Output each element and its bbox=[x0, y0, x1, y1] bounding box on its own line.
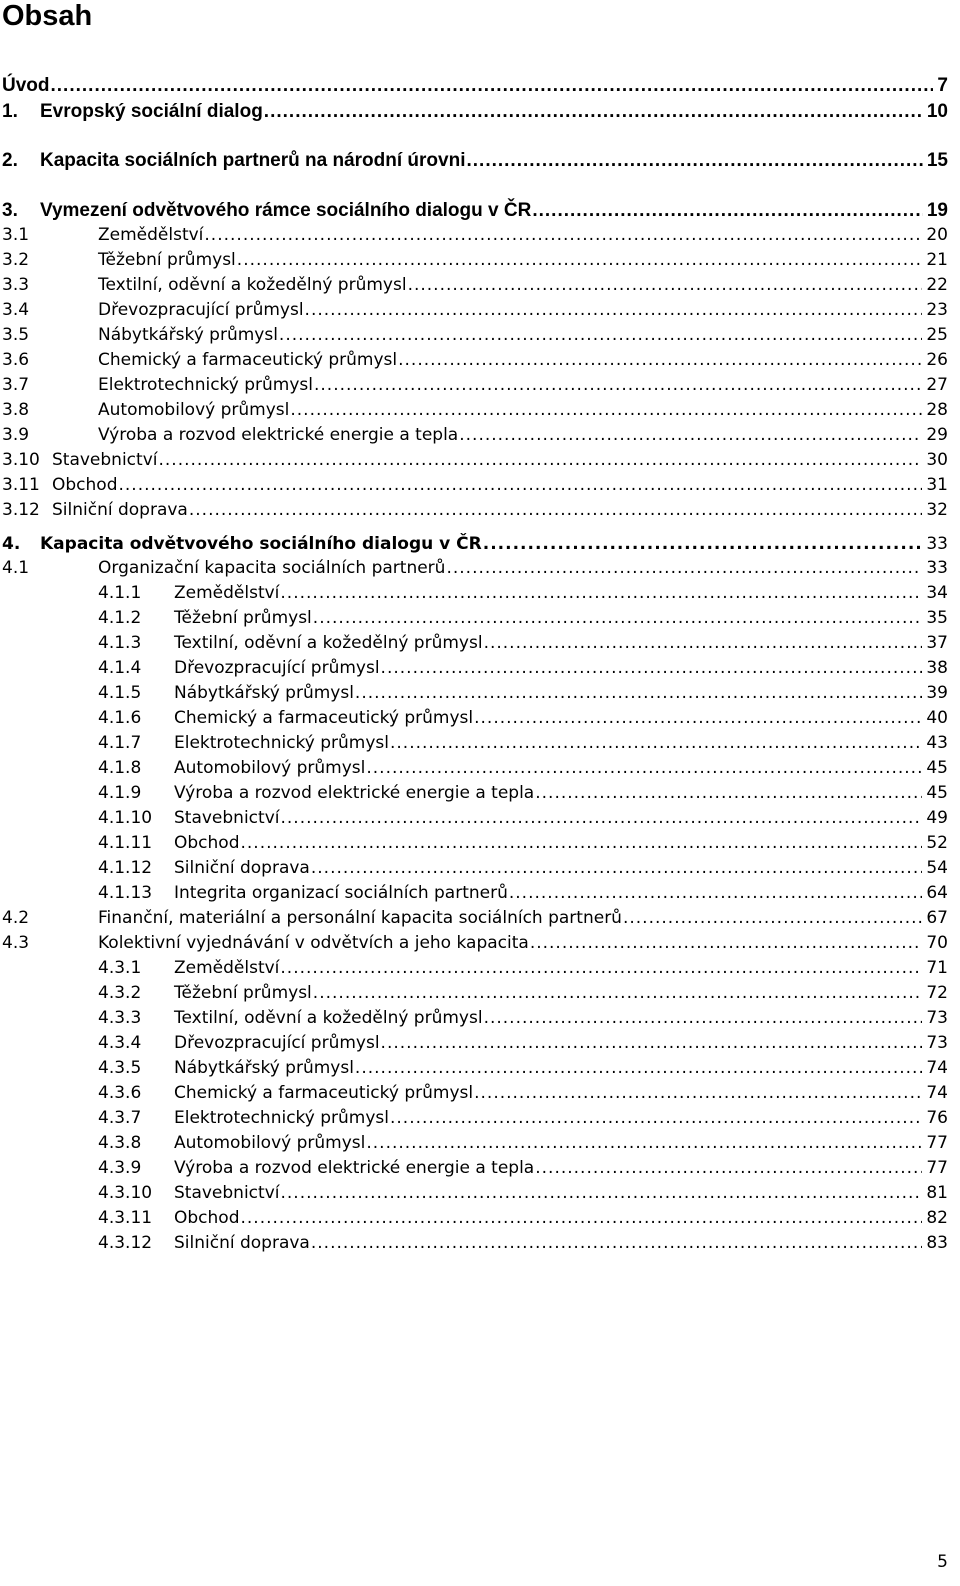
toc-entry-number: 3.5 bbox=[2, 325, 30, 345]
toc-entry-title: Výroba a rozvod elektrické energie a tepla bbox=[98, 425, 459, 445]
toc-entry[interactable] bbox=[2, 295, 948, 320]
toc-leader-dots bbox=[366, 1133, 922, 1153]
toc-entry[interactable] bbox=[2, 146, 948, 171]
toc-entry[interactable] bbox=[98, 703, 948, 728]
toc-entry-title: Zemědělství bbox=[174, 583, 280, 603]
toc-entry-page: 49 bbox=[926, 808, 948, 828]
toc-entry-title: Evropský sociální dialog bbox=[40, 101, 263, 122]
toc-leader-dots bbox=[241, 1208, 923, 1228]
toc-entry[interactable] bbox=[98, 1128, 948, 1153]
toc-entry-title: Silniční doprava bbox=[174, 858, 310, 878]
toc-entry[interactable] bbox=[98, 678, 948, 703]
toc-entry-title: Kapacita sociálních partnerů na národní úrovni bbox=[40, 150, 466, 171]
toc-entry-title: Nábytkářský průmysl bbox=[174, 1058, 354, 1078]
toc-entry-page: 73 bbox=[926, 1008, 948, 1028]
toc-entry[interactable] bbox=[98, 603, 948, 628]
toc-entry-title: Elektrotechnický průmysl bbox=[174, 733, 389, 753]
toc-entry-page: 72 bbox=[926, 983, 948, 1003]
toc-entry[interactable] bbox=[98, 1078, 948, 1103]
toc-entry-title: Těžební průmysl bbox=[98, 250, 236, 270]
toc-entry-page: 20 bbox=[926, 225, 948, 245]
toc-entry-page: 38 bbox=[926, 658, 948, 678]
toc-entry-page: 77 bbox=[926, 1133, 948, 1153]
toc-entry[interactable] bbox=[2, 395, 948, 420]
toc-entry-page: 22 bbox=[926, 275, 948, 295]
toc-entry-title: Chemický a farmaceutický průmysl bbox=[174, 1083, 474, 1103]
toc-leader-dots bbox=[314, 375, 922, 395]
toc-entry-title: Výroba a rozvod elektrické energie a tepla bbox=[174, 783, 535, 803]
toc-entry[interactable] bbox=[98, 828, 948, 853]
toc-leader-dots bbox=[280, 808, 922, 828]
toc-leader-dots bbox=[313, 608, 923, 628]
toc-entry-page: 43 bbox=[926, 733, 948, 753]
toc-entry-page: 33 bbox=[926, 534, 948, 554]
toc-entry-number: 3.4 bbox=[2, 300, 30, 320]
toc-entry[interactable] bbox=[2, 345, 948, 370]
toc-leader-dots bbox=[390, 1108, 922, 1128]
toc-leader-dots bbox=[158, 450, 922, 470]
toc-leader-dots bbox=[189, 500, 923, 520]
toc-entry[interactable] bbox=[98, 578, 948, 603]
toc-entry[interactable] bbox=[2, 903, 948, 928]
toc-entry[interactable] bbox=[2, 71, 948, 96]
toc-leader-dots bbox=[535, 783, 922, 803]
toc-leader-dots bbox=[474, 1083, 922, 1103]
toc-entry-title: Nábytkářský průmysl bbox=[98, 325, 278, 345]
toc-entry-number: 4.3.12 bbox=[98, 1233, 153, 1253]
page-title: Obsah bbox=[2, 0, 93, 32]
toc-entry[interactable] bbox=[2, 529, 948, 554]
toc-entry-number: 3.11 bbox=[2, 475, 40, 495]
toc-entry-page: 64 bbox=[926, 883, 948, 903]
toc-entry[interactable] bbox=[98, 878, 948, 903]
toc-entry-title: Obchod bbox=[174, 1208, 240, 1228]
toc-entry-page: 34 bbox=[926, 583, 948, 603]
toc-entry-number: 3.8 bbox=[2, 400, 30, 420]
toc-entry-page: 30 bbox=[926, 450, 948, 470]
toc-entry-number: 4.1.2 bbox=[98, 608, 142, 628]
toc-leader-dots bbox=[532, 201, 923, 221]
toc-entry-number: 4.3.11 bbox=[98, 1208, 153, 1228]
toc-entry[interactable] bbox=[98, 1203, 948, 1228]
toc-entry-title: Finanční, materiální a personální kapacita sociálních partnerů bbox=[98, 908, 622, 928]
toc-entry-number: 4.1.4 bbox=[98, 658, 142, 678]
toc-entry-page: 32 bbox=[926, 500, 948, 520]
toc-entry-title: Dřevozpracující průmysl bbox=[174, 658, 380, 678]
toc-entry-page: 28 bbox=[926, 400, 948, 420]
toc-entry[interactable] bbox=[98, 1053, 948, 1078]
page-number: 5 bbox=[937, 1552, 948, 1572]
toc-entry-number: 4. bbox=[2, 534, 21, 554]
toc-entry-title: Stavebnictví bbox=[174, 1183, 280, 1203]
toc-entry-title: Textilní, oděvní a kožedělný průmysl bbox=[174, 633, 483, 653]
toc-entry-page: 10 bbox=[926, 101, 948, 122]
toc-entry-title: Elektrotechnický průmysl bbox=[98, 375, 313, 395]
toc-entry-number: 3.6 bbox=[2, 350, 30, 370]
toc-entry-page: 67 bbox=[926, 908, 948, 928]
toc-leader-dots bbox=[280, 583, 922, 603]
toc-entry[interactable] bbox=[98, 1028, 948, 1053]
toc-leader-dots bbox=[311, 858, 923, 878]
toc-entry-number: 4.1.13 bbox=[98, 883, 153, 903]
toc-entry-number: 4.3.8 bbox=[98, 1133, 142, 1153]
toc-entry-page: 83 bbox=[926, 1233, 948, 1253]
toc-leader-dots bbox=[466, 151, 922, 171]
toc-entry-page: 74 bbox=[926, 1058, 948, 1078]
toc-entry-title: Silniční doprava bbox=[52, 500, 188, 520]
toc-entry[interactable] bbox=[98, 803, 948, 828]
toc-entry-title: Dřevozpracující průmysl bbox=[98, 300, 304, 320]
toc-leader-dots bbox=[204, 225, 922, 245]
toc-entry[interactable] bbox=[2, 553, 948, 578]
toc-entry[interactable] bbox=[98, 853, 948, 878]
toc-leader-dots bbox=[381, 1033, 923, 1053]
toc-entry[interactable] bbox=[98, 978, 948, 1003]
toc-entry-number: 4.1.10 bbox=[98, 808, 153, 828]
toc-entry-page: 45 bbox=[926, 783, 948, 803]
toc-entry-number: 4.1.5 bbox=[98, 683, 142, 703]
toc-entry-title: Chemický a farmaceutický průmysl bbox=[174, 708, 474, 728]
toc-leader-dots bbox=[484, 1008, 923, 1028]
toc-leader-dots bbox=[408, 275, 923, 295]
toc-entry-title: Zemědělství bbox=[98, 225, 204, 245]
toc-entry-title: Elektrotechnický průmysl bbox=[174, 1108, 389, 1128]
toc-entry-number: 4.3.4 bbox=[98, 1033, 142, 1053]
toc-entry[interactable] bbox=[2, 420, 948, 445]
toc-entry-number: 4.1.9 bbox=[98, 783, 142, 803]
toc-entry-title: Dřevozpracující průmysl bbox=[174, 1033, 380, 1053]
toc-entry-title: Nábytkářský průmysl bbox=[174, 683, 354, 703]
toc-entry-title: Integrita organizací sociálních partnerů bbox=[174, 883, 508, 903]
toc-entry-number: 4.1.7 bbox=[98, 733, 142, 753]
toc-leader-dots bbox=[51, 76, 934, 96]
toc-leader-dots bbox=[241, 833, 923, 853]
toc-entry-title: Stavebnictví bbox=[52, 450, 158, 470]
toc-entry-page: 33 bbox=[926, 558, 948, 578]
toc-entry[interactable] bbox=[2, 320, 948, 345]
toc-leader-dots bbox=[280, 958, 922, 978]
toc-entry-page: 54 bbox=[926, 858, 948, 878]
toc-leader-dots bbox=[535, 1158, 922, 1178]
toc-entry[interactable] bbox=[2, 196, 948, 221]
toc-leader-dots bbox=[355, 683, 922, 703]
toc-entry-page: 39 bbox=[926, 683, 948, 703]
toc-leader-dots bbox=[313, 983, 923, 1003]
toc-leader-dots bbox=[264, 102, 923, 122]
toc-entry-number: 3.9 bbox=[2, 425, 30, 445]
toc-entry-title: Textilní, oděvní a kožedělný průmysl bbox=[98, 275, 407, 295]
toc-entry-title: Silniční doprava bbox=[174, 1233, 310, 1253]
toc-entry-number: 4.3.6 bbox=[98, 1083, 142, 1103]
toc-entry-number: 4.1 bbox=[2, 558, 30, 578]
toc-leader-dots bbox=[366, 758, 922, 778]
toc-entry-number: 3. bbox=[2, 200, 18, 221]
toc-leader-dots bbox=[279, 325, 922, 345]
toc-leader-dots bbox=[398, 350, 922, 370]
toc-leader-dots bbox=[390, 733, 922, 753]
toc-entry-number: 4.3.3 bbox=[98, 1008, 142, 1028]
toc-entry-page: 82 bbox=[926, 1208, 948, 1228]
toc-leader-dots bbox=[290, 400, 922, 420]
toc-entry-title: Organizační kapacita sociálních partnerů bbox=[98, 558, 446, 578]
toc-entry-number: 4.1.11 bbox=[98, 833, 153, 853]
toc-entry[interactable] bbox=[2, 245, 948, 270]
toc-entry-page: 76 bbox=[926, 1108, 948, 1128]
toc-entry-title: Kolektivní vyjednávání v odvětvích a jeho kapacita bbox=[98, 933, 529, 953]
toc-entry-page: 7 bbox=[937, 75, 948, 96]
toc-entry-page: 23 bbox=[926, 300, 948, 320]
toc-entry-title: Automobilový průmysl bbox=[174, 758, 366, 778]
toc-entry-title: Stavebnictví bbox=[174, 808, 280, 828]
toc-entry-title: Automobilový průmysl bbox=[174, 1133, 366, 1153]
toc-entry-number: 2. bbox=[2, 150, 18, 171]
toc-entry-page: 73 bbox=[926, 1033, 948, 1053]
toc-leader-dots bbox=[381, 658, 923, 678]
toc-entry[interactable] bbox=[98, 753, 948, 778]
toc-entry-page: 71 bbox=[926, 958, 948, 978]
toc-entry-page: 26 bbox=[926, 350, 948, 370]
toc-entry-number: 4.1.6 bbox=[98, 708, 142, 728]
toc-entry[interactable] bbox=[98, 728, 948, 753]
toc-entry-number: 4.1.1 bbox=[98, 583, 142, 603]
toc-entry[interactable] bbox=[98, 778, 948, 803]
toc-entry-number: 3.10 bbox=[2, 450, 40, 470]
toc-entry-page: 19 bbox=[926, 200, 948, 221]
toc-entry-title: Obchod bbox=[174, 833, 240, 853]
toc-leader-dots bbox=[459, 425, 922, 445]
toc-entry-number: 4.3.5 bbox=[98, 1058, 142, 1078]
toc-entry-number: 4.3.10 bbox=[98, 1183, 153, 1203]
toc-entry-page: 52 bbox=[926, 833, 948, 853]
toc-entry-title: Těžební průmysl bbox=[174, 983, 312, 1003]
toc-entry[interactable] bbox=[2, 445, 948, 470]
toc-entry-page: 81 bbox=[926, 1183, 948, 1203]
toc-entry-number: 4.1.3 bbox=[98, 633, 142, 653]
toc-entry[interactable] bbox=[98, 1003, 948, 1028]
toc-entry-page: 37 bbox=[926, 633, 948, 653]
toc-entry[interactable] bbox=[98, 653, 948, 678]
toc-entry-page: 21 bbox=[926, 250, 948, 270]
toc-entry-number: 1. bbox=[2, 101, 18, 122]
toc-entry-page: 74 bbox=[926, 1083, 948, 1103]
toc-entry[interactable] bbox=[98, 1153, 948, 1178]
toc-entry-title: Automobilový průmysl bbox=[98, 400, 290, 420]
toc-leader-dots bbox=[623, 908, 922, 928]
toc-entry[interactable] bbox=[98, 1103, 948, 1128]
toc-entry-title: Těžební průmysl bbox=[174, 608, 312, 628]
toc-entry-page: 77 bbox=[926, 1158, 948, 1178]
toc-leader-dots bbox=[483, 534, 923, 554]
toc-entry-title: Úvod bbox=[2, 75, 50, 96]
toc-leader-dots bbox=[530, 933, 923, 953]
toc-leader-dots bbox=[119, 475, 923, 495]
toc-entry[interactable] bbox=[98, 953, 948, 978]
toc-entry-page: 15 bbox=[926, 150, 948, 171]
toc-entry-number: 3.2 bbox=[2, 250, 30, 270]
toc-leader-dots bbox=[484, 633, 923, 653]
toc-entry-title: Textilní, oděvní a kožedělný průmysl bbox=[174, 1008, 483, 1028]
toc-entry-title: Obchod bbox=[52, 475, 118, 495]
toc-entry-page: 31 bbox=[926, 475, 948, 495]
toc-entry-number: 4.3.7 bbox=[98, 1108, 142, 1128]
toc-entry-number: 4.3.2 bbox=[98, 983, 142, 1003]
toc-entry-page: 70 bbox=[926, 933, 948, 953]
toc-entry-number: 4.3.1 bbox=[98, 958, 142, 978]
toc-leader-dots bbox=[305, 300, 923, 320]
toc-leader-dots bbox=[237, 250, 923, 270]
toc-entry-number: 4.1.12 bbox=[98, 858, 153, 878]
toc-entry-page: 35 bbox=[926, 608, 948, 628]
toc-entry[interactable] bbox=[2, 495, 948, 520]
toc-leader-dots bbox=[446, 558, 922, 578]
toc-entry-number: 4.1.8 bbox=[98, 758, 142, 778]
toc-entry[interactable] bbox=[98, 1178, 948, 1203]
toc-entry-page: 45 bbox=[926, 758, 948, 778]
toc-entry-page: 40 bbox=[926, 708, 948, 728]
toc-leader-dots bbox=[311, 1233, 923, 1253]
toc-entry-number: 4.3 bbox=[2, 933, 30, 953]
toc-entry[interactable] bbox=[98, 628, 948, 653]
toc-entry-number: 4.3.9 bbox=[98, 1158, 142, 1178]
toc-entry[interactable] bbox=[2, 220, 948, 245]
toc-entry-number: 3.3 bbox=[2, 275, 30, 295]
toc-entry[interactable] bbox=[98, 1228, 948, 1253]
toc-entry[interactable] bbox=[2, 270, 948, 295]
toc-entry-title: Výroba a rozvod elektrické energie a tepla bbox=[174, 1158, 535, 1178]
toc-entry-title: Kapacita odvětvového sociálního dialogu v ČR bbox=[40, 534, 482, 554]
toc-leader-dots bbox=[509, 883, 922, 903]
toc-leader-dots bbox=[355, 1058, 922, 1078]
toc-leader-dots bbox=[280, 1183, 922, 1203]
toc-entry[interactable] bbox=[2, 370, 948, 395]
toc-entry-number: 3.1 bbox=[2, 225, 30, 245]
toc-entry-number: 4.2 bbox=[2, 908, 30, 928]
toc-entry-page: 27 bbox=[926, 375, 948, 395]
toc-entry[interactable] bbox=[2, 928, 948, 953]
toc-entry-title: Chemický a farmaceutický průmysl bbox=[98, 350, 398, 370]
toc-entry-page: 25 bbox=[926, 325, 948, 345]
toc-entry[interactable] bbox=[2, 470, 948, 495]
toc-leader-dots bbox=[474, 708, 922, 728]
toc-entry-title: Vymezení odvětvového rámce sociálního dialogu v ČR bbox=[40, 200, 532, 221]
toc-entry-number: 3.7 bbox=[2, 375, 30, 395]
toc-entry-page: 29 bbox=[926, 425, 948, 445]
toc-entry-title: Zemědělství bbox=[174, 958, 280, 978]
toc-entry[interactable] bbox=[2, 97, 948, 122]
toc-entry-number: 3.12 bbox=[2, 500, 40, 520]
